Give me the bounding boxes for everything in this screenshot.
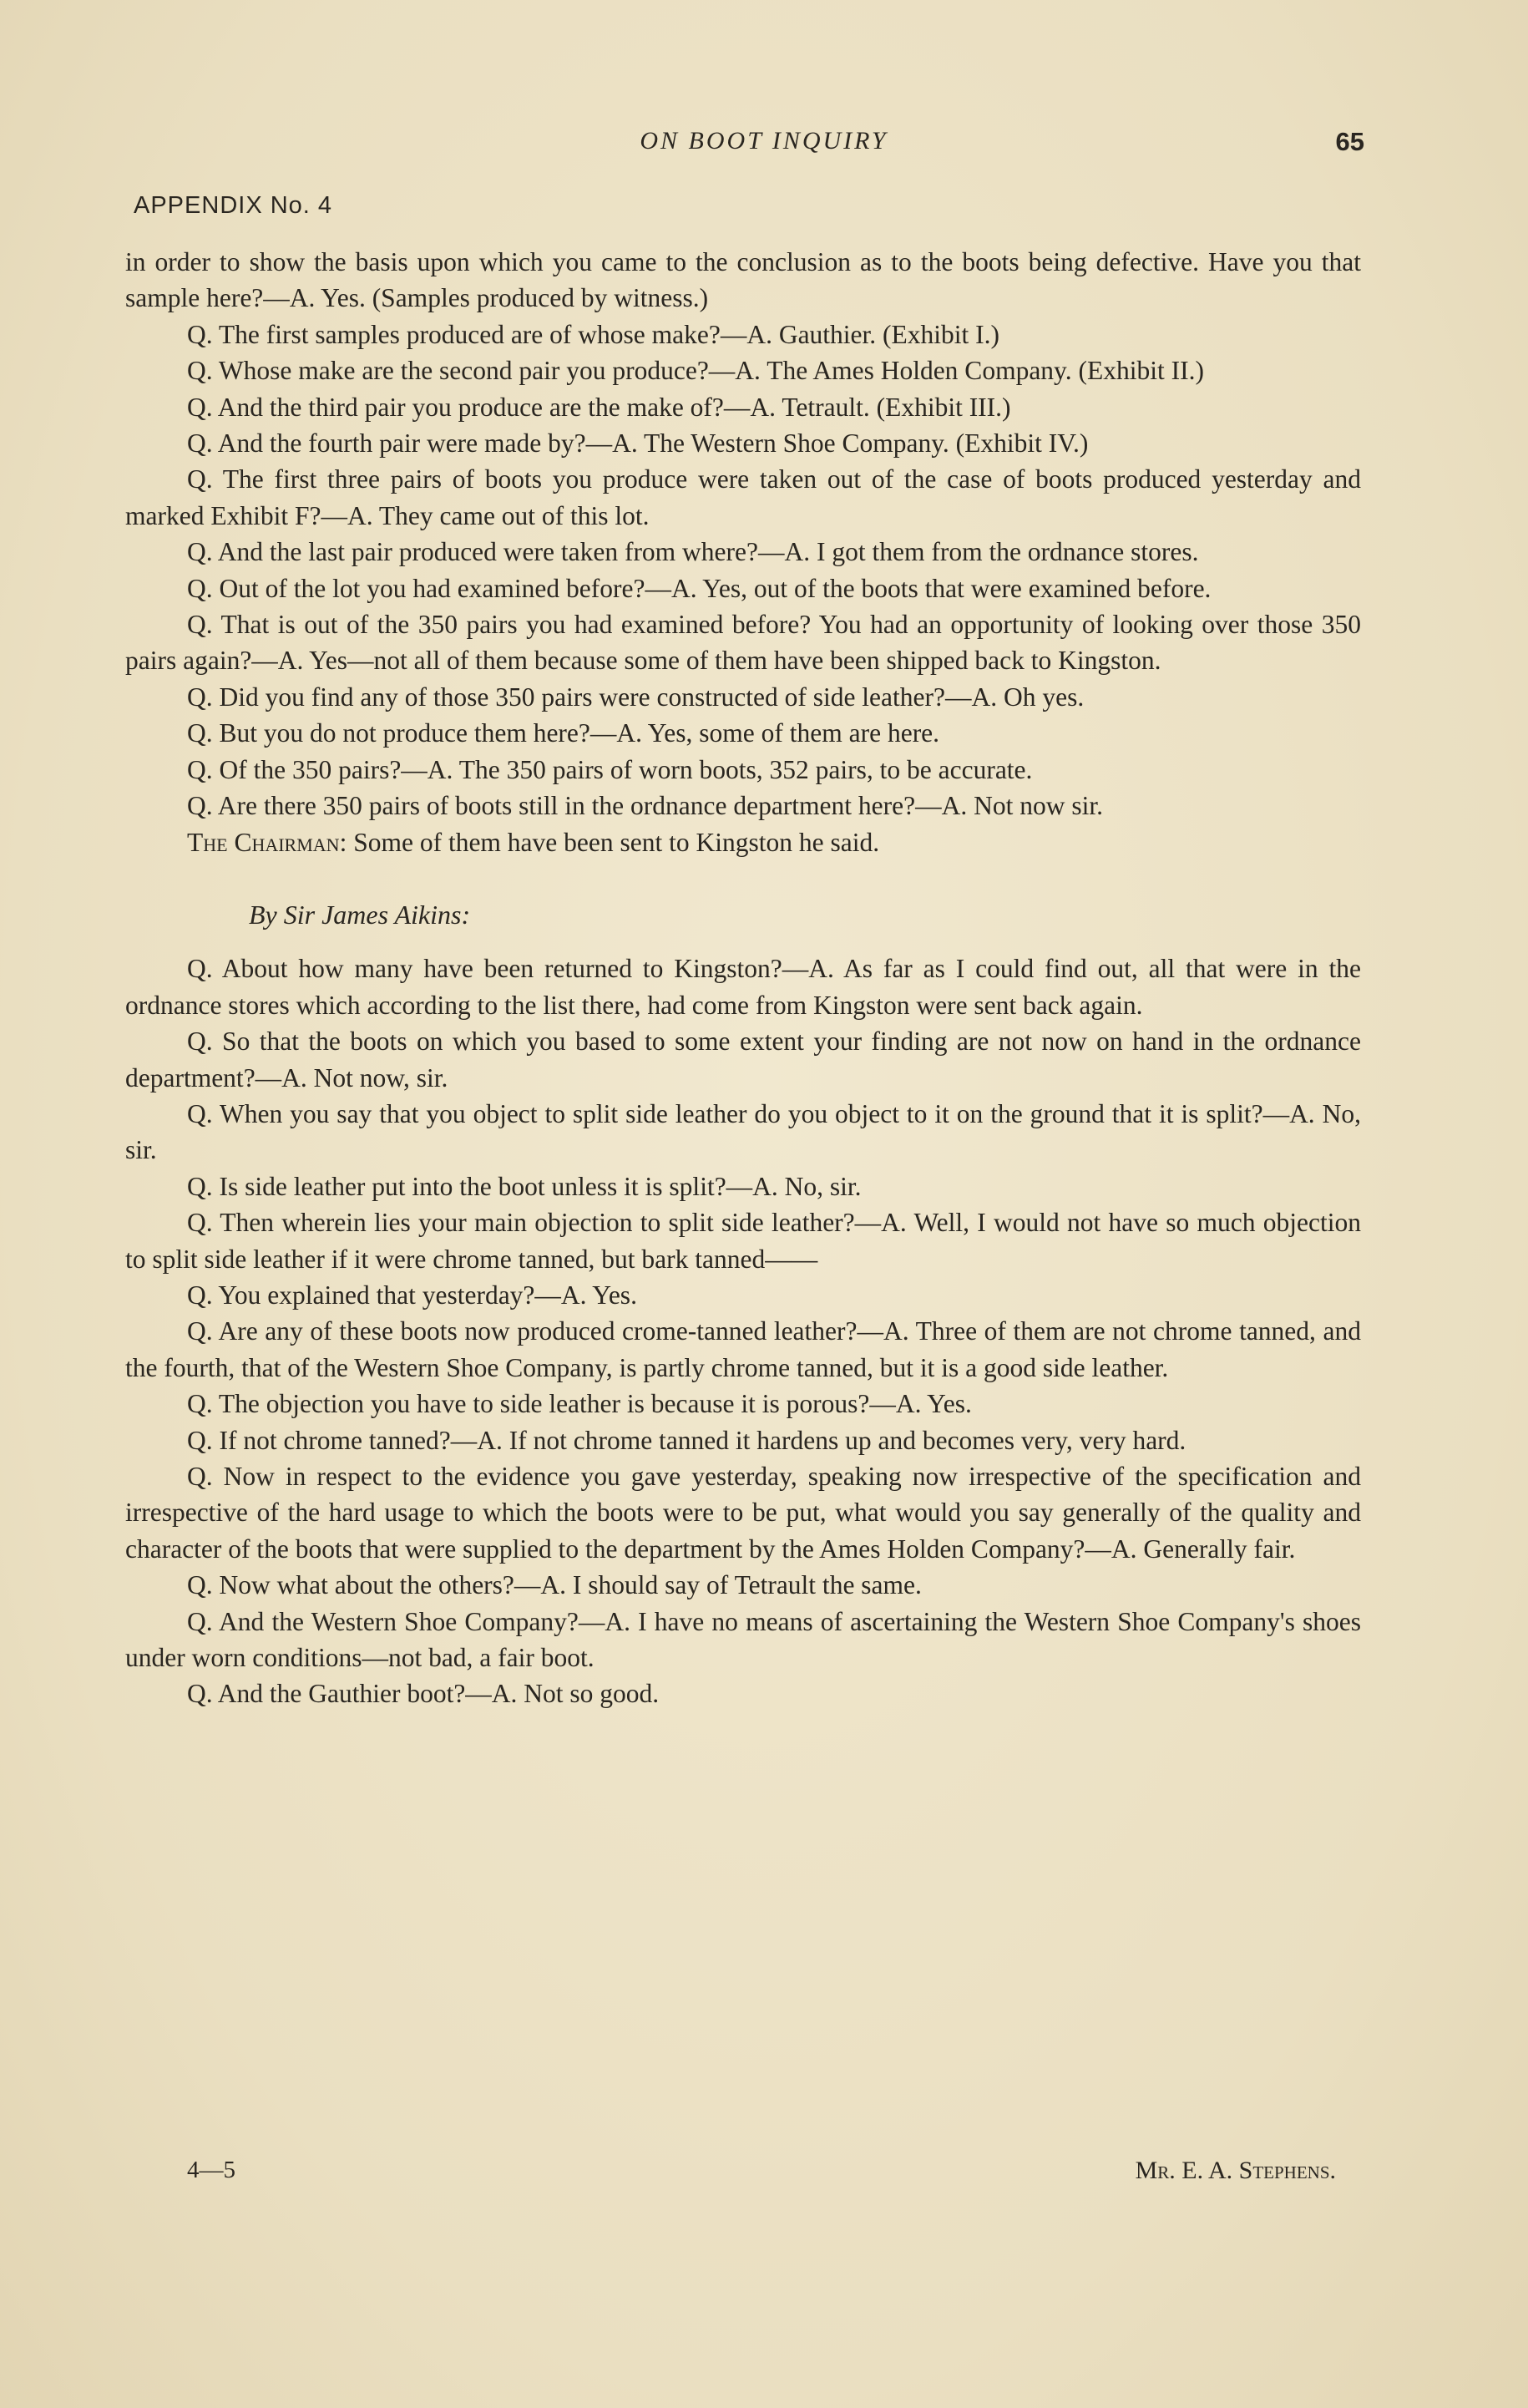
paragraph: Q. Now in respect to the evidence you gave yesterday, speaking now irrespective of the specification and irrespective of the hard usage to which the boots were to be put, what would you say generally of the quality and character of the boots that were supplied to the department by the Ames Holden Company?—A. Generally fair.: [125, 1462, 1361, 1564]
body-text: [125, 244, 1361, 1712]
paragraph: Q. And the fourth pair were made by?—A. The Western Shoe Company. (Exhibit IV.): [187, 428, 1089, 459]
paragraph: Q. So that the boots on which you based to some extent your finding are not now on hand in the ordnance department?—A. Not now, sir.: [125, 1027, 1361, 1092]
chairman-remark: [125, 824, 1361, 860]
paragraph: Q. Then wherein lies your main objection to split side leather?—A. Well, I would not have so much objection to split side leather if it were chrome tanned, but bark tanned——: [125, 1208, 1361, 1274]
paragraph: Q. Is side leather put into the boot unless it is split?—A. No, sir.: [187, 1171, 862, 1201]
paragraph: Q. Out of the lot you had examined before?—A. Yes, out of the boots that were examined before.: [187, 573, 1212, 603]
paragraph: Q. When you say that you object to split side leather do you object to it on the ground that it is split?—A. No, sir.: [125, 1098, 1361, 1165]
paragraph: Q. That is out of the 350 pairs you had examined before? You had an opportunity of looking over those 350 pairs again?—A. Yes—not all of them because some of them have been shipped back to Kingston.: [125, 610, 1361, 676]
signature-mark: 4—5: [187, 2157, 235, 2183]
paragraph: Q. Did you find any of those 350 pairs were constructed of side leather?—A. Oh yes.: [187, 682, 1085, 712]
paragraph: Q. And the Western Shoe Company?—A. I have no means of ascertaining the Western Shoe Company's shoes under worn conditions—not bad, a fair boot.: [125, 1606, 1361, 1673]
page-number: 65: [1335, 127, 1364, 156]
running-title: ON BOOT INQUIRY: [640, 127, 888, 155]
paragraph: Q. Are there 350 pairs of boots still in the ordnance department here?—A. Not now sir.: [187, 791, 1103, 821]
paragraph: Q. Of the 350 pairs?—A. The 350 pairs of worn boots, 352 pairs, to be accurate.: [187, 754, 1033, 784]
paragraph: Q. The first three pairs of boots you produce were taken out of the case of boots produced yesterday and marked Exhibit F?—A. They came out of this lot.: [125, 464, 1361, 530]
appendix-label: APPENDIX No. 4: [134, 192, 333, 219]
paragraph: Q. And the last pair produced were taken from where?—A. I got them from the ordnance stores.: [187, 537, 1199, 567]
paragraph: Q. About how many have been returned to Kingston?—A. As far as I could find out, all that were in the ordnance stores which according to the list there, had come from Kingston were sent back again.: [125, 954, 1361, 1020]
paragraph: Q. And the third pair you produce are the make of?—A. Tetrault. (Exhibit III.): [187, 392, 1011, 422]
paragraph: Q. Are any of these boots now produced crome-tanned leather?—A. Three of them are not chrome tanned, and the fourth, that of the Western Shoe Company, is partly chrome tanned, but it is a good side leather.: [125, 1316, 1361, 1382]
witness-name: Mr. E. A. Stephens.: [1135, 2157, 1336, 2184]
examiner-heading: By Sir James Aikins:: [249, 899, 471, 930]
paragraph: Q. But you do not produce them here?—A. Yes, some of them are here.: [187, 718, 940, 748]
chairman-label: The Chairman: [187, 827, 340, 857]
paragraph: Q. The first samples produced are of whose make?—A. Gauthier. (Exhibit I.): [187, 319, 1000, 349]
paragraph: Q. The objection you have to side leather is because it is porous?—A. Yes.: [187, 1389, 972, 1419]
paragraph: Q. If not chrome tanned?—A. If not chrome tanned it hardens up and becomes very, very hard.: [187, 1425, 1186, 1455]
paragraph: Q. Whose make are the second pair you produce?—A. The Ames Holden Company. (Exhibit II.): [187, 356, 1204, 386]
paragraph: Q. You explained that yesterday?—A. Yes.: [187, 1280, 637, 1310]
paragraph: Q. Now what about the others?—A. I should say of Tetrault the same.: [187, 1570, 922, 1600]
chairman-text: : Some of them have been sent to Kingston he said.: [339, 827, 880, 857]
paragraph: Q. And the Gauthier boot?—A. Not so good.: [187, 1679, 660, 1709]
paragraph: in order to show the basis upon which you came to the conclusion as to the boots being defective. Have you that sample here?—A. Yes. (Samples produced by witness.): [125, 247, 1361, 313]
